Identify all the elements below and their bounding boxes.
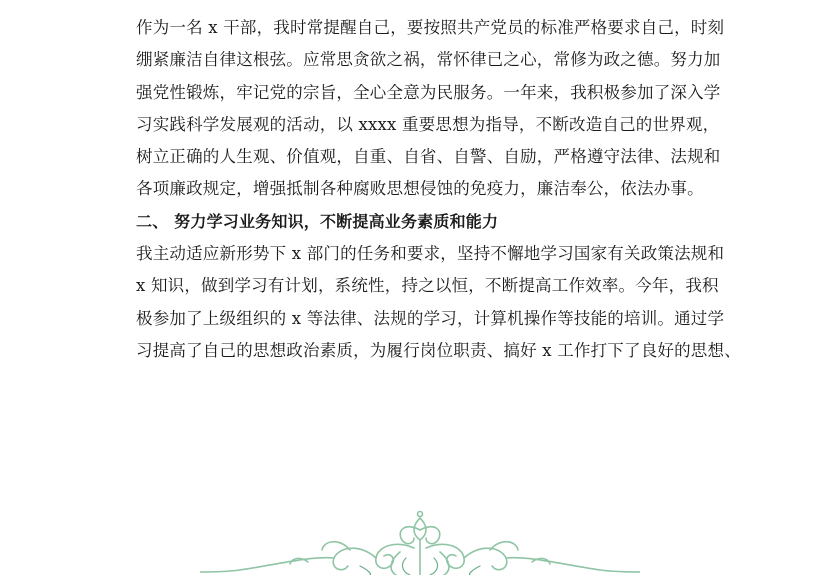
- section-heading: 二、 努力学习业务知识，不断提高业务素质和能力: [136, 211, 499, 231]
- paragraph-line: 习实践科学发展观的活动，以 xxxx 重要思想为指导，不断改造自己的世界观，: [136, 114, 720, 134]
- document-body: [136, 12, 741, 367]
- paragraph-line: 我主动适应新形势下 x 部门的任务和要求，坚持不懈地学习国家有关政策法规和: [136, 244, 725, 264]
- paragraph-line: 强党性锻炼，牢记党的宗旨，全心全意为民服务。一年来，我积极参加了深入学: [136, 82, 721, 102]
- paragraph-line: 各项廉政规定，增强抵制各种腐败思想侵蚀的免疫力，廉洁奉公，依法办事。: [136, 179, 704, 199]
- paragraph-line: 作为一名 x 干部，我时常提醒自己，要按照共产党员的标准严格要求自己，时刻: [136, 18, 725, 37]
- paragraph-line: 绷紧廉洁自律这根弦。应常思贪欲之祸，常怀律已之心，常修为政之德。努力加: [136, 50, 721, 70]
- decorative-flourish-icon: [200, 500, 640, 575]
- paragraph-line: x 知识，做到学习有计划，系统性，持之以恒，不断提高工作效率。今年，我积: [136, 276, 719, 296]
- paragraph-line: 树立正确的人生观、价值观，自重、自省、自警、自励，严格遵守法律、法规和: [136, 147, 721, 167]
- paragraph-line: 极参加了上级组织的 x 等法律、法规的学习，计算机操作等技能的培训。通过学: [136, 308, 725, 328]
- paragraph-line: 习提高了自己的思想政治素质，为履行岗位职责、搞好 x 工作打下了良好的思想、: [136, 340, 741, 360]
